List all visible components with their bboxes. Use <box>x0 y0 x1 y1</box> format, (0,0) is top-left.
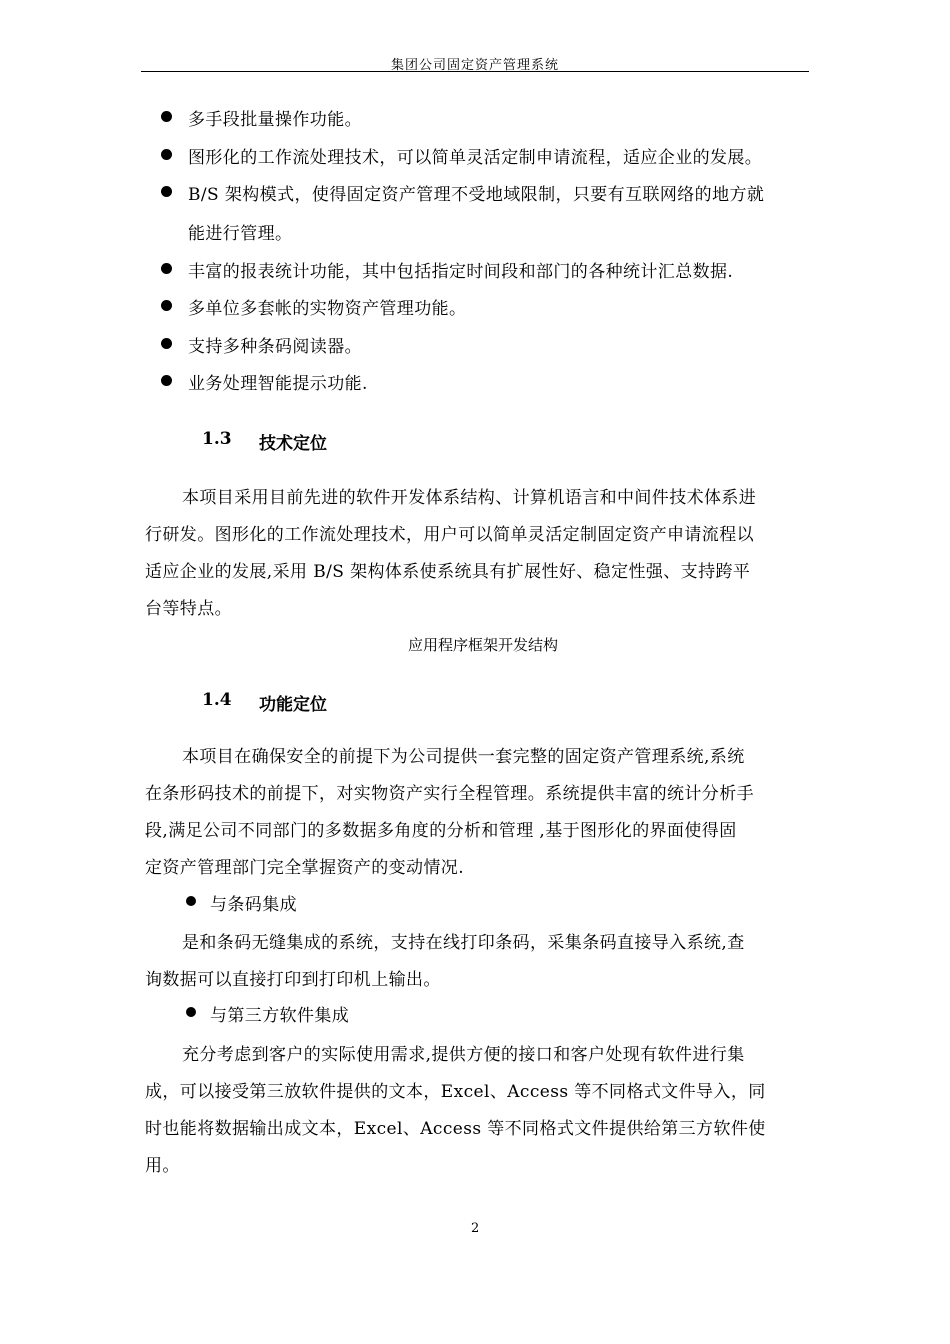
section-title: 技术定位 <box>259 434 327 454</box>
bullet-dot <box>186 896 196 906</box>
bullet-dot <box>161 149 172 160</box>
subsection-title: 与第三方软件集成 <box>210 1006 350 1026</box>
bullet-dot <box>161 300 172 311</box>
paragraph-line: 适应企业的发展,采用 B/S 架构体系使系统具有扩展性好、稳定性强、支持跨平 <box>145 562 751 582</box>
bullet-item: 多单位多套帐的实物资产管理功能。 <box>188 299 467 319</box>
paragraph-line: 用。 <box>145 1156 180 1176</box>
paragraph-line: 本项目采用目前先进的软件开发体系结构、计算机语言和中间件技术体系进 <box>182 488 757 508</box>
bullet-item: 丰富的报表统计功能，其中包括指定时间段和部门的各种统计汇总数据. <box>188 262 734 282</box>
paragraph-line: 行研发。图形化的工作流处理技术，用户可以简单灵活定制固定资产申请流程以 <box>145 525 754 545</box>
paragraph-line: 本项目在确保安全的前提下为公司提供一套完整的固定资产管理系统,系统 <box>182 747 745 767</box>
paragraph-line: 在条形码技术的前提下，对实物资产实行全程管理。系统提供丰富的统计分析手 <box>145 784 754 804</box>
running-header: 集团公司固定资产管理系统 <box>390 58 559 73</box>
bullet-item: 多手段批量操作功能。 <box>188 110 362 130</box>
bullet-item: 支持多种条码阅读器。 <box>188 337 362 357</box>
bullet-dot <box>161 263 172 274</box>
paragraph-line: 台等特点。 <box>145 599 232 619</box>
section-title: 功能定位 <box>259 695 327 715</box>
bullet-item-continuation: 能进行管理。 <box>188 224 293 244</box>
bullet-item: 图形化的工作流处理技术，可以简单灵活定制申请流程，适应企业的发展。 <box>188 148 763 168</box>
paragraph-line: 时也能将数据输出成文本，Excel、Access 等不同格式文件提供给第三方软件使 <box>145 1119 766 1139</box>
subsection-title: 与条码集成 <box>210 895 297 915</box>
bullet-dot <box>161 111 172 122</box>
bullet-dot <box>161 338 172 349</box>
paragraph-line: 成，可以接受第三放软件提供的文本，Excel、Access 等不同格式文件导入，同 <box>145 1082 766 1102</box>
bullet-dot <box>161 186 172 197</box>
bullet-item: 业务处理智能提示功能. <box>188 374 368 394</box>
paragraph-line: 定资产管理部门完全掌握资产的变动情况. <box>145 858 465 878</box>
bullet-dot <box>161 375 172 386</box>
paragraph-line: 段,满足公司不同部门的多数据多角度的分析和管理 ,基于图形化的界面使得固 <box>145 821 737 841</box>
page-number: 2 <box>471 1221 480 1236</box>
figure-caption: 应用程序框架开发结构 <box>408 636 559 654</box>
section-number: 1.3 <box>202 429 232 449</box>
bullet-item: B/S 架构模式，使得固定资产管理不受地域限制，只要有互联网络的地方就 <box>188 185 765 205</box>
paragraph-line: 询数据可以直接打印到打印机上输出。 <box>145 970 441 990</box>
paragraph-line: 是和条码无缝集成的系统，支持在线打印条码，采集条码直接导入系统,查 <box>182 933 745 953</box>
header-rule <box>141 71 809 72</box>
section-number: 1.4 <box>202 690 232 710</box>
bullet-dot <box>186 1007 196 1017</box>
paragraph-line: 充分考虑到客户的实际使用需求,提供方便的接口和客户处现有软件进行集 <box>182 1045 745 1065</box>
